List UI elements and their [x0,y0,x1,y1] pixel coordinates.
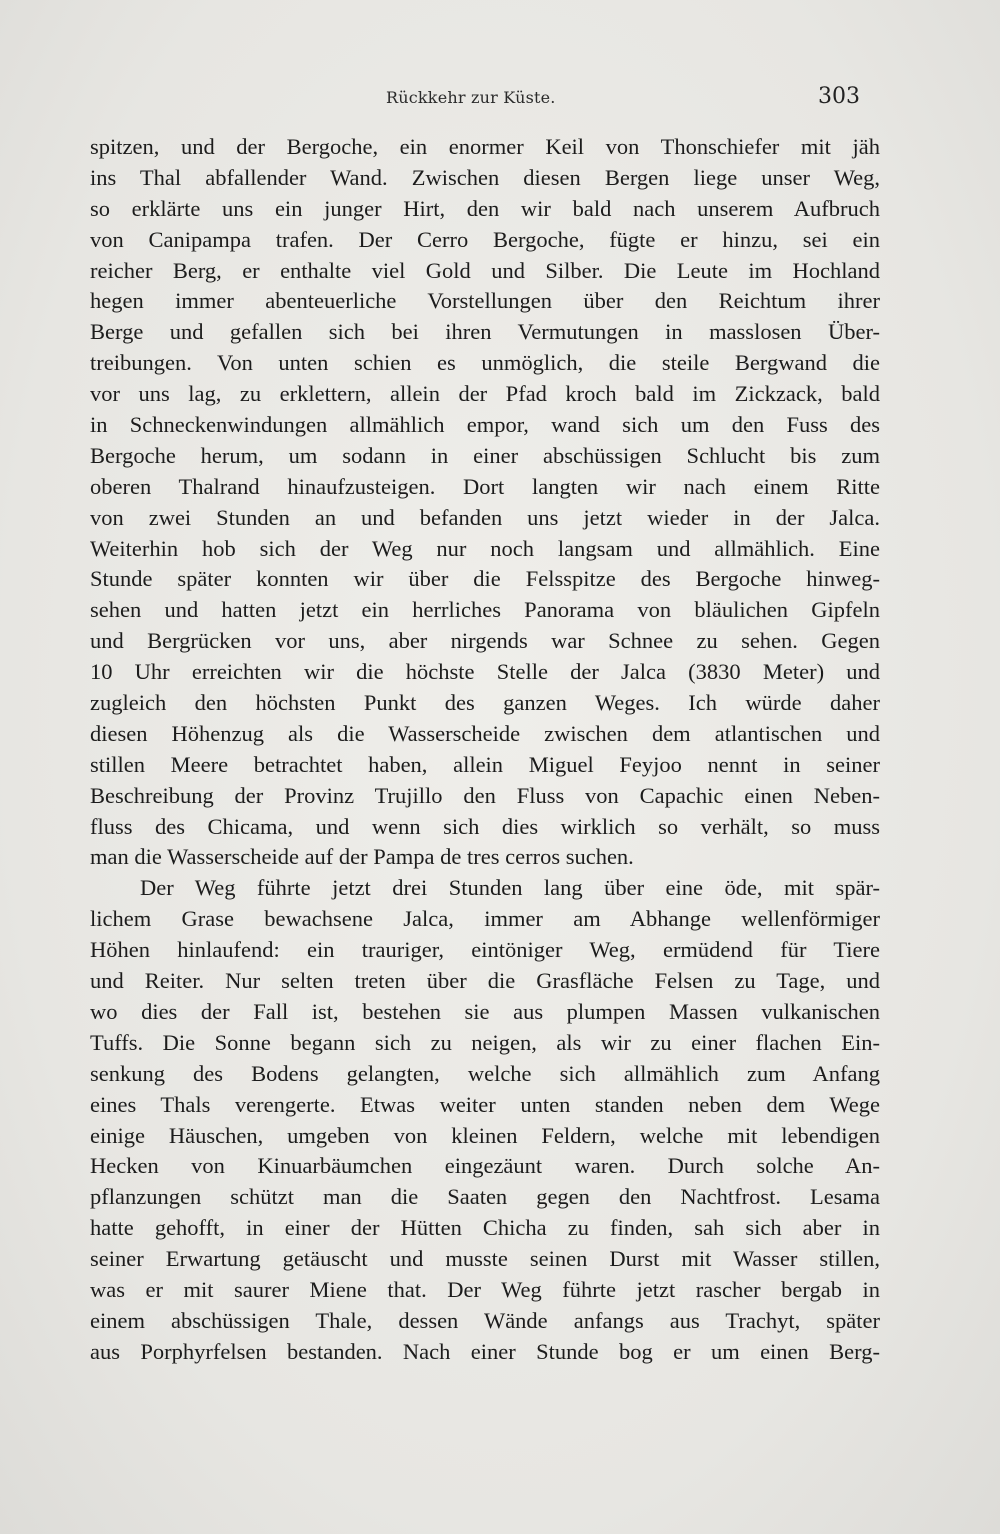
text-line: aus Porphyrfelsen bestanden. Nach einer Stunde bog er um einen Berg- [90,1338,880,1364]
text-line: was er mit saurer Miene that. Der Weg führte jetzt rascher bergab in [90,1276,880,1302]
text-line: Hecken von Kinuarbäumchen eingezäunt waren. Durch solche An- [90,1153,880,1179]
paragraph-1 [90,132,880,873]
text-line: Stunde später konnten wir über die Felsspitze des Bergoche hinweg- [90,566,880,592]
text-line: eines Thals verengerte. Etwas weiter unten standen neben dem Wege [90,1091,880,1117]
text-line: Tuffs. Die Sonne begann sich zu neigen, als wir zu einer flachen Ein- [90,1029,880,1055]
text-line: stillen Meere betrachtet haben, allein Miguel Feyjoo nennt in seiner [90,751,880,777]
text-line: Beschreibung der Provinz Trujillo den Fluss von Capachic einen Neben- [90,782,880,808]
text-line: spitzen, und der Bergoche, ein enormer Keil von Thonschiefer mit jäh [90,134,880,159]
text-line: zugleich den höchsten Punkt des ganzen Weges. Ich würde daher [90,690,880,716]
text-line: hegen immer abenteuerliche Vorstellungen über den Reichtum ihrer [90,288,880,314]
text-line: Höhen hinlaufend: ein trauriger, eintöniger Weg, ermüdend für Tiere [90,937,880,963]
text-line: diesen Höhenzug als die Wasserscheide zwischen dem atlantischen und [90,720,880,746]
page-number: 303 [818,84,860,109]
text-line: so erklärte uns ein junger Hirt, den wir bald nach unserem Aufbruch [90,195,880,221]
text-line: in Schneckenwindungen allmählich empor, wand sich um den Fuss des [90,412,880,438]
text-line: hatte gehofft, in einer der Hütten Chicha zu finden, sah sich aber in [90,1215,880,1241]
paragraph-2 [90,873,880,1367]
text-line: reicher Berg, er enthalte viel Gold und Silber. Die Leute im Hochland [90,257,880,283]
text-line: wo dies der Fall ist, bestehen sie aus plumpen Massen vulkanischen [90,998,880,1024]
text-line: Weiterhin hob sich der Weg nur noch langsam und allmählich. Eine [90,535,880,561]
text-line: senkung des Bodens gelangten, welche sich allmählich zum Anfang [90,1060,880,1086]
text-line: seiner Erwartung getäuscht und musste seinen Durst mit Wasser stillen, [90,1246,880,1272]
text-line: Berge und gefallen sich bei ihren Vermutungen in masslosen Über- [90,319,880,345]
text-line: vor uns lag, zu erklettern, allein der Pfad kroch bald im Zickzack, bald [90,381,880,407]
text-line: Der Weg führte jetzt drei Stunden lang über eine öde, mit spär- [140,875,880,901]
text-line: treibungen. Von unten schien es unmöglich, die steile Bergwand die [90,350,880,376]
text-line: einige Häuschen, umgeben von kleinen Feldern, welche mit lebendigen [90,1122,880,1148]
text-line: lichem Grase bewachsene Jalca, immer am Abhange wellenförmiger [90,906,880,932]
text-line: oberen Thalrand hinaufzusteigen. Dort langten wir nach einem Ritte [90,473,880,499]
running-head: Rückkehr zur Küste. [386,88,556,107]
text-line: einem abschüssigen Thale, dessen Wände anfangs aus Trachyt, später [90,1307,880,1333]
text-line: von Canipampa trafen. Der Cerro Bergoche, fügte er hinzu, sei ein [90,226,880,252]
text-line: 10 Uhr erreichten wir die höchste Stelle der Jalca (3830 Meter) und [90,659,880,685]
text-line: ins Thal abfallender Wand. Zwischen diesen Bergen liege unser Weg, [90,164,880,190]
text-line: Bergoche herum, um sodann in einer abschüssigen Schlucht bis zum [90,442,880,468]
text-line: und Bergrücken vor uns, aber nirgends war Schnee zu sehen. Gegen [90,628,880,654]
text-line: man die Wasserscheide auf der Pampa de tres cerros suchen. [90,844,634,870]
text-line: und Reiter. Nur selten treten über die Grasfläche Felsen zu Tage, und [90,968,880,994]
body-text [90,132,880,1368]
text-line: pflanzungen schützt man die Saaten gegen den Nachtfrost. Lesama [90,1184,880,1210]
text-line: fluss des Chicama, und wenn sich dies wirklich so verhält, so muss [90,813,880,839]
text-line: sehen und hatten jetzt ein herrliches Panorama von bläulichen Gipfeln [90,597,880,623]
text-line: von zwei Stunden an und befanden uns jetzt wieder in der Jalca. [90,504,880,530]
